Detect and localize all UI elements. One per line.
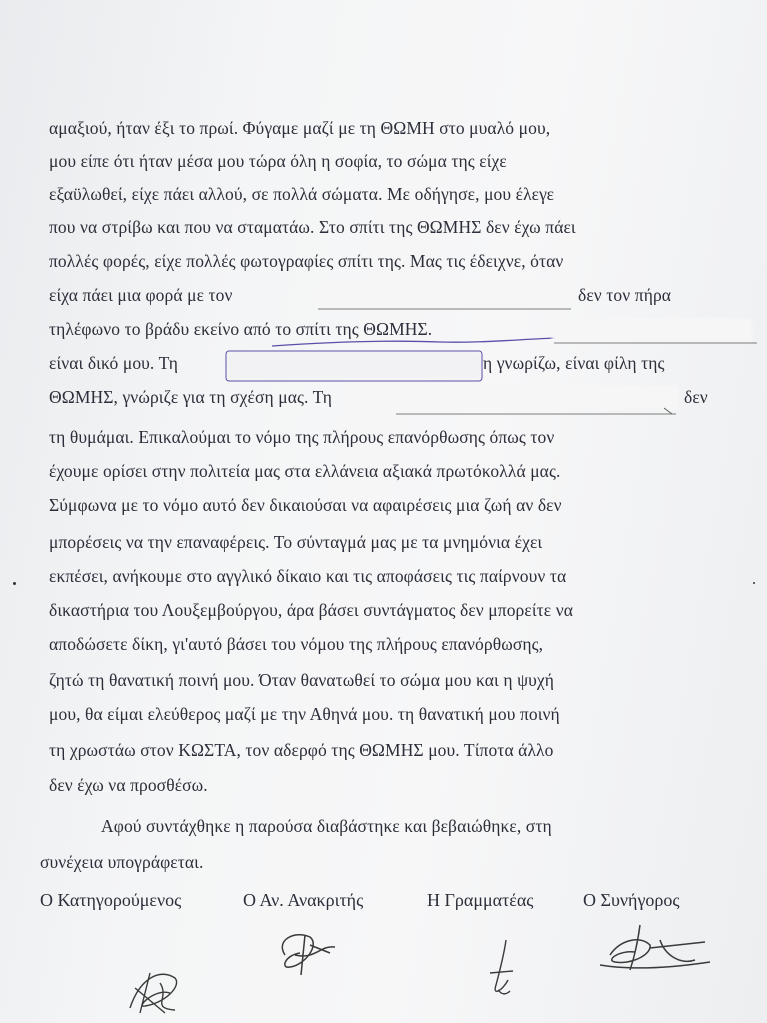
signatory-clerk-label: Η Γραμματέας	[427, 890, 534, 910]
body-line-8b: η γνωρίζω, είναι φίλη της	[483, 353, 665, 373]
body-line-2: μου είπε ότι ήταν μέσα μου τώρα όλη η σοφία, το σώμα της είχε	[49, 151, 507, 171]
body-line-17: ζητώ τη θανατική ποινή μου. Όταν θανατωθεί το σώμα μου και η ψυχή	[49, 670, 555, 690]
closing-line-1: Αφού συντάχθηκε η παρούσα διαβάστηκε και βεβαιώθηκε, στη	[101, 816, 552, 836]
body-line-20: δεν έχω να προσθέσω.	[49, 775, 208, 795]
body-line-13: μπορέσεις να την επαναφέρεις. Το σύνταγμά μας με τα μνημόνια έχει	[49, 532, 543, 552]
body-line-15: δικαστήρια του Λουξεμβούργου, άρα βάσει συντάγματος δεν μπορείτε να	[49, 600, 573, 620]
redaction-3-outline	[224, 348, 486, 384]
redaction-2	[552, 318, 752, 342]
body-line-8a: είναι δικό μου. Τη	[49, 353, 178, 373]
investigator-signature	[265, 925, 345, 985]
page-speck	[753, 582, 755, 584]
body-line-9a: ΘΩΜΗΣ, γνώριζε για τη σχέση μας. Τη	[49, 387, 333, 407]
body-line-10: τη θυμάμαι. Επικαλούμαι το νόμο της πλήρους επανόρθωσης όπως τον	[49, 427, 555, 447]
counsel-signature	[590, 920, 720, 980]
body-line-9b: δεν	[684, 387, 708, 407]
body-line-16: αποδώσετε δίκη, γι'αυτό βάσει του νόμου της πλήρους επανόρθωσης,	[49, 634, 544, 654]
signatory-investigator-label: Ο Αν. Ανακριτής	[243, 890, 364, 910]
signatory-counsel-label: Ο Συνήγορος	[583, 890, 680, 910]
body-line-1: αμαξιού, ήταν έξι το πρωί. Φύγαμε μαζί με τη ΘΩΜΗ στο μυαλό μου,	[49, 118, 551, 138]
body-line-18: μου, θα είμαι ελεύθερος μαζί με την Αθηνά μου. τη θανατική μου ποινή	[49, 704, 560, 724]
defendant-signature	[120, 958, 190, 1018]
body-line-7: τηλέφωνο το βράδυ εκείνο από το σπίτι της ΘΩΜΗΣ.	[49, 319, 433, 339]
clerk-signature	[478, 935, 528, 1005]
redaction-1	[316, 283, 571, 307]
body-line-3: εξαϋλωθεί, είχε πάει αλλού, σε πολλά σώματα. Με οδήγησε, μου έλεγε	[49, 184, 555, 204]
redaction-2-underline	[552, 340, 762, 346]
closing-line-2: συνέχεια υπογράφεται.	[40, 852, 204, 872]
redaction-4-underline	[394, 406, 684, 420]
body-line-6b: δεν τον πήρα	[578, 285, 672, 305]
body-line-4: που να στρίβω και που να σταματάω. Στο σπίτι της ΘΩΜΗΣ δεν έχω πάει	[49, 217, 576, 237]
body-line-12: Σύμφωνα με το νόμο αυτό δεν δικαιούσαι να αφαιρέσεις μια ζωή αν δεν	[49, 495, 562, 515]
body-line-11: έχουμε ορίσει στην πολιτεία μας στα ελλάνεια αξιακά πρωτόκολλά μας.	[49, 461, 561, 481]
page-speck	[13, 582, 16, 585]
body-line-14: εκπέσει, ανήκουμε στο αγγλικό δίκαιο και τις αποφάσεις τις παίρνουν τα	[49, 566, 567, 586]
body-line-19: τη χρωστάω στον ΚΩΣΤΑ, τον αδερφό της ΘΩΜΗΣ μου. Τίποτα άλλο	[49, 740, 554, 760]
redaction-1-underline	[316, 306, 576, 312]
body-line-5: πολλές φορές, είχε πολλές φωτογραφίες σπίτι της. Μας τις έδειχνε, όταν	[49, 251, 564, 271]
body-line-6a: είχα πάει μια φορά με τον	[49, 285, 233, 305]
signatory-defendant-label: Ο Κατηγορούμενος	[40, 890, 182, 910]
